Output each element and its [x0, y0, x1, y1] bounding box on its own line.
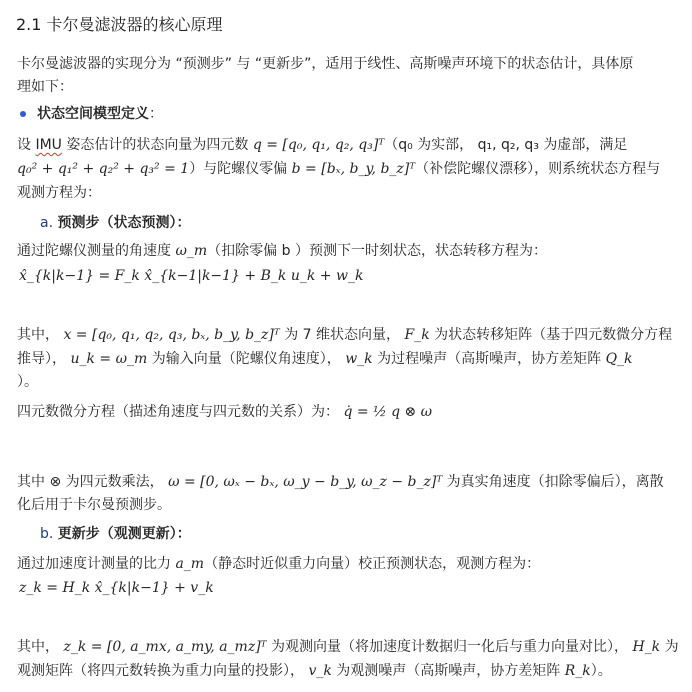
- update-where-1: [17, 640, 679, 654]
- state-text-e: （补偿陀螺仪漂移），则系统状态方程与: [415, 161, 661, 177]
- bullet-colon: ：: [149, 106, 163, 122]
- where-text-e: 为输入向量（陀螺仪角速度），: [147, 351, 346, 367]
- uk-def: u_k = ω_m: [70, 351, 148, 367]
- predict-where-2: [17, 352, 633, 366]
- vk-symbol: v_k: [308, 663, 332, 679]
- imu-term: IMU: [35, 137, 62, 153]
- omega-def: ω = [0, ωₓ − bₓ, ω_y − b_y, ω_z − b_z]ᵀ: [168, 474, 443, 490]
- update-line-1: [17, 557, 540, 571]
- update-where-text-b: 为观测向量（将加速度计数据归一化后与重力向量对比），: [266, 639, 633, 655]
- predict-where-3: ）。: [17, 374, 38, 390]
- Fk-symbol: F_k: [404, 327, 430, 343]
- state-transition-equation: x̂_{k|k−1} = F_k x̂_{k−1|k−1} + B_k u_k + w_k: [19, 268, 364, 284]
- state-line-2: [17, 162, 660, 176]
- quaternion-def: q = [q₀, q₁, q₂, q₃]ᵀ: [252, 137, 385, 153]
- state-text-b: 姿态估计的状态向量为四元数: [61, 137, 253, 153]
- bias-def: b = [bₓ, b_y, b_z]ᵀ: [291, 161, 416, 177]
- Hk-symbol: H_k: [632, 639, 661, 655]
- predict-heading: [40, 216, 190, 230]
- predict-marker: a.: [40, 215, 54, 231]
- update-where-2: [17, 664, 612, 678]
- update-marker: b.: [40, 526, 54, 542]
- where-text-c: 为状态转移矩阵（基于四元数微分方程: [429, 327, 673, 343]
- update-where-text-e: 为观测噪声（高斯噪声，协方差矩阵: [331, 663, 565, 679]
- update-label: 更新步（观测更新）：: [57, 526, 191, 542]
- where-text-f: 为过程噪声（高斯噪声，协方差矩阵: [372, 351, 606, 367]
- update-where-text-d: 观测矩阵（将四元数转换为重力向量的投影），: [17, 663, 309, 679]
- update-where-text-f: ）。: [590, 663, 612, 679]
- observation-equation: z_k = H_k x̂_{k|k−1} + v_k: [19, 580, 214, 596]
- update-text-b: （静态时近似重力向量）校正预测状态，观测方程为：: [204, 556, 541, 572]
- where-text-b: 为 7 维状态向量，: [279, 327, 405, 343]
- state-text-c: （q₀ 为实部， q₁, q₂, q₃ 为虚部，满足: [384, 137, 628, 153]
- norm-equation: q₀² + q₁² + q₂² + q₃² = 1: [17, 161, 190, 177]
- where-text-a: 其中，: [17, 327, 64, 343]
- update-heading: [40, 527, 191, 541]
- wk-symbol: w_k: [345, 351, 373, 367]
- bullet-label: 状态空间模型定义: [37, 106, 149, 122]
- update-where-text-c: 为: [660, 639, 679, 655]
- state-line-1: [17, 138, 627, 152]
- quaternion-diff-line: [17, 405, 432, 419]
- predict-text-a: 通过陀螺仪测量的角速度: [17, 243, 176, 259]
- state-vector-def: x = [q₀, q₁, q₂, q₃, bₓ, b_y, b_z]ᵀ: [63, 327, 280, 343]
- quat-where-1: [17, 475, 664, 489]
- section-title: 2.1 卡尔曼滤波器的核心原理: [16, 15, 223, 34]
- intro-line-1: 卡尔曼滤波器的实现分为 “预测步” 与 “更新步”，适用于线性、高斯噪声环境下的状态估计，具体原: [17, 56, 634, 72]
- update-text-a: 通过加速度计测量的比力: [17, 556, 176, 572]
- predict-text-b: （扣除零偏 b ）预测下一时刻状态，状态转移方程为：: [207, 243, 547, 259]
- intro-line-2: 理如下：: [17, 79, 73, 95]
- Rk-symbol: R_k: [564, 663, 591, 679]
- state-line-3: 观测方程为：: [17, 185, 101, 201]
- predict-where-1: [17, 328, 672, 342]
- update-where-text-a: 其中，: [17, 639, 64, 655]
- bullet-dot: [20, 111, 26, 117]
- predict-label: 预测步（状态预测）：: [57, 215, 191, 231]
- Qk-symbol: Q_k: [605, 351, 633, 367]
- quat-where-text-a: 其中 ⊗ 为四元数乘法，: [17, 474, 169, 490]
- state-text-d: ）与陀螺仪零偏: [189, 161, 292, 177]
- quat-where-2: 化后用于卡尔曼预测步。: [17, 497, 171, 513]
- quat-text: 四元数微分方程（描述角速度与四元数的关系）为：: [17, 404, 344, 420]
- a-m: a_m: [175, 556, 205, 572]
- bullet-heading: [37, 107, 163, 121]
- quaternion-diff-equation: q̇ = ½ q ⊗ ω: [343, 404, 433, 420]
- state-text-a: 设: [17, 137, 36, 153]
- where-text-d: 推导），: [17, 351, 71, 367]
- zk-def: z_k = [0, a_mx, a_my, a_mz]ᵀ: [63, 639, 267, 655]
- omega-m: ω_m: [175, 243, 208, 259]
- predict-line-1: [17, 244, 547, 258]
- quat-where-text-b: 为真实角速度（扣除零偏后），离散: [442, 474, 664, 490]
